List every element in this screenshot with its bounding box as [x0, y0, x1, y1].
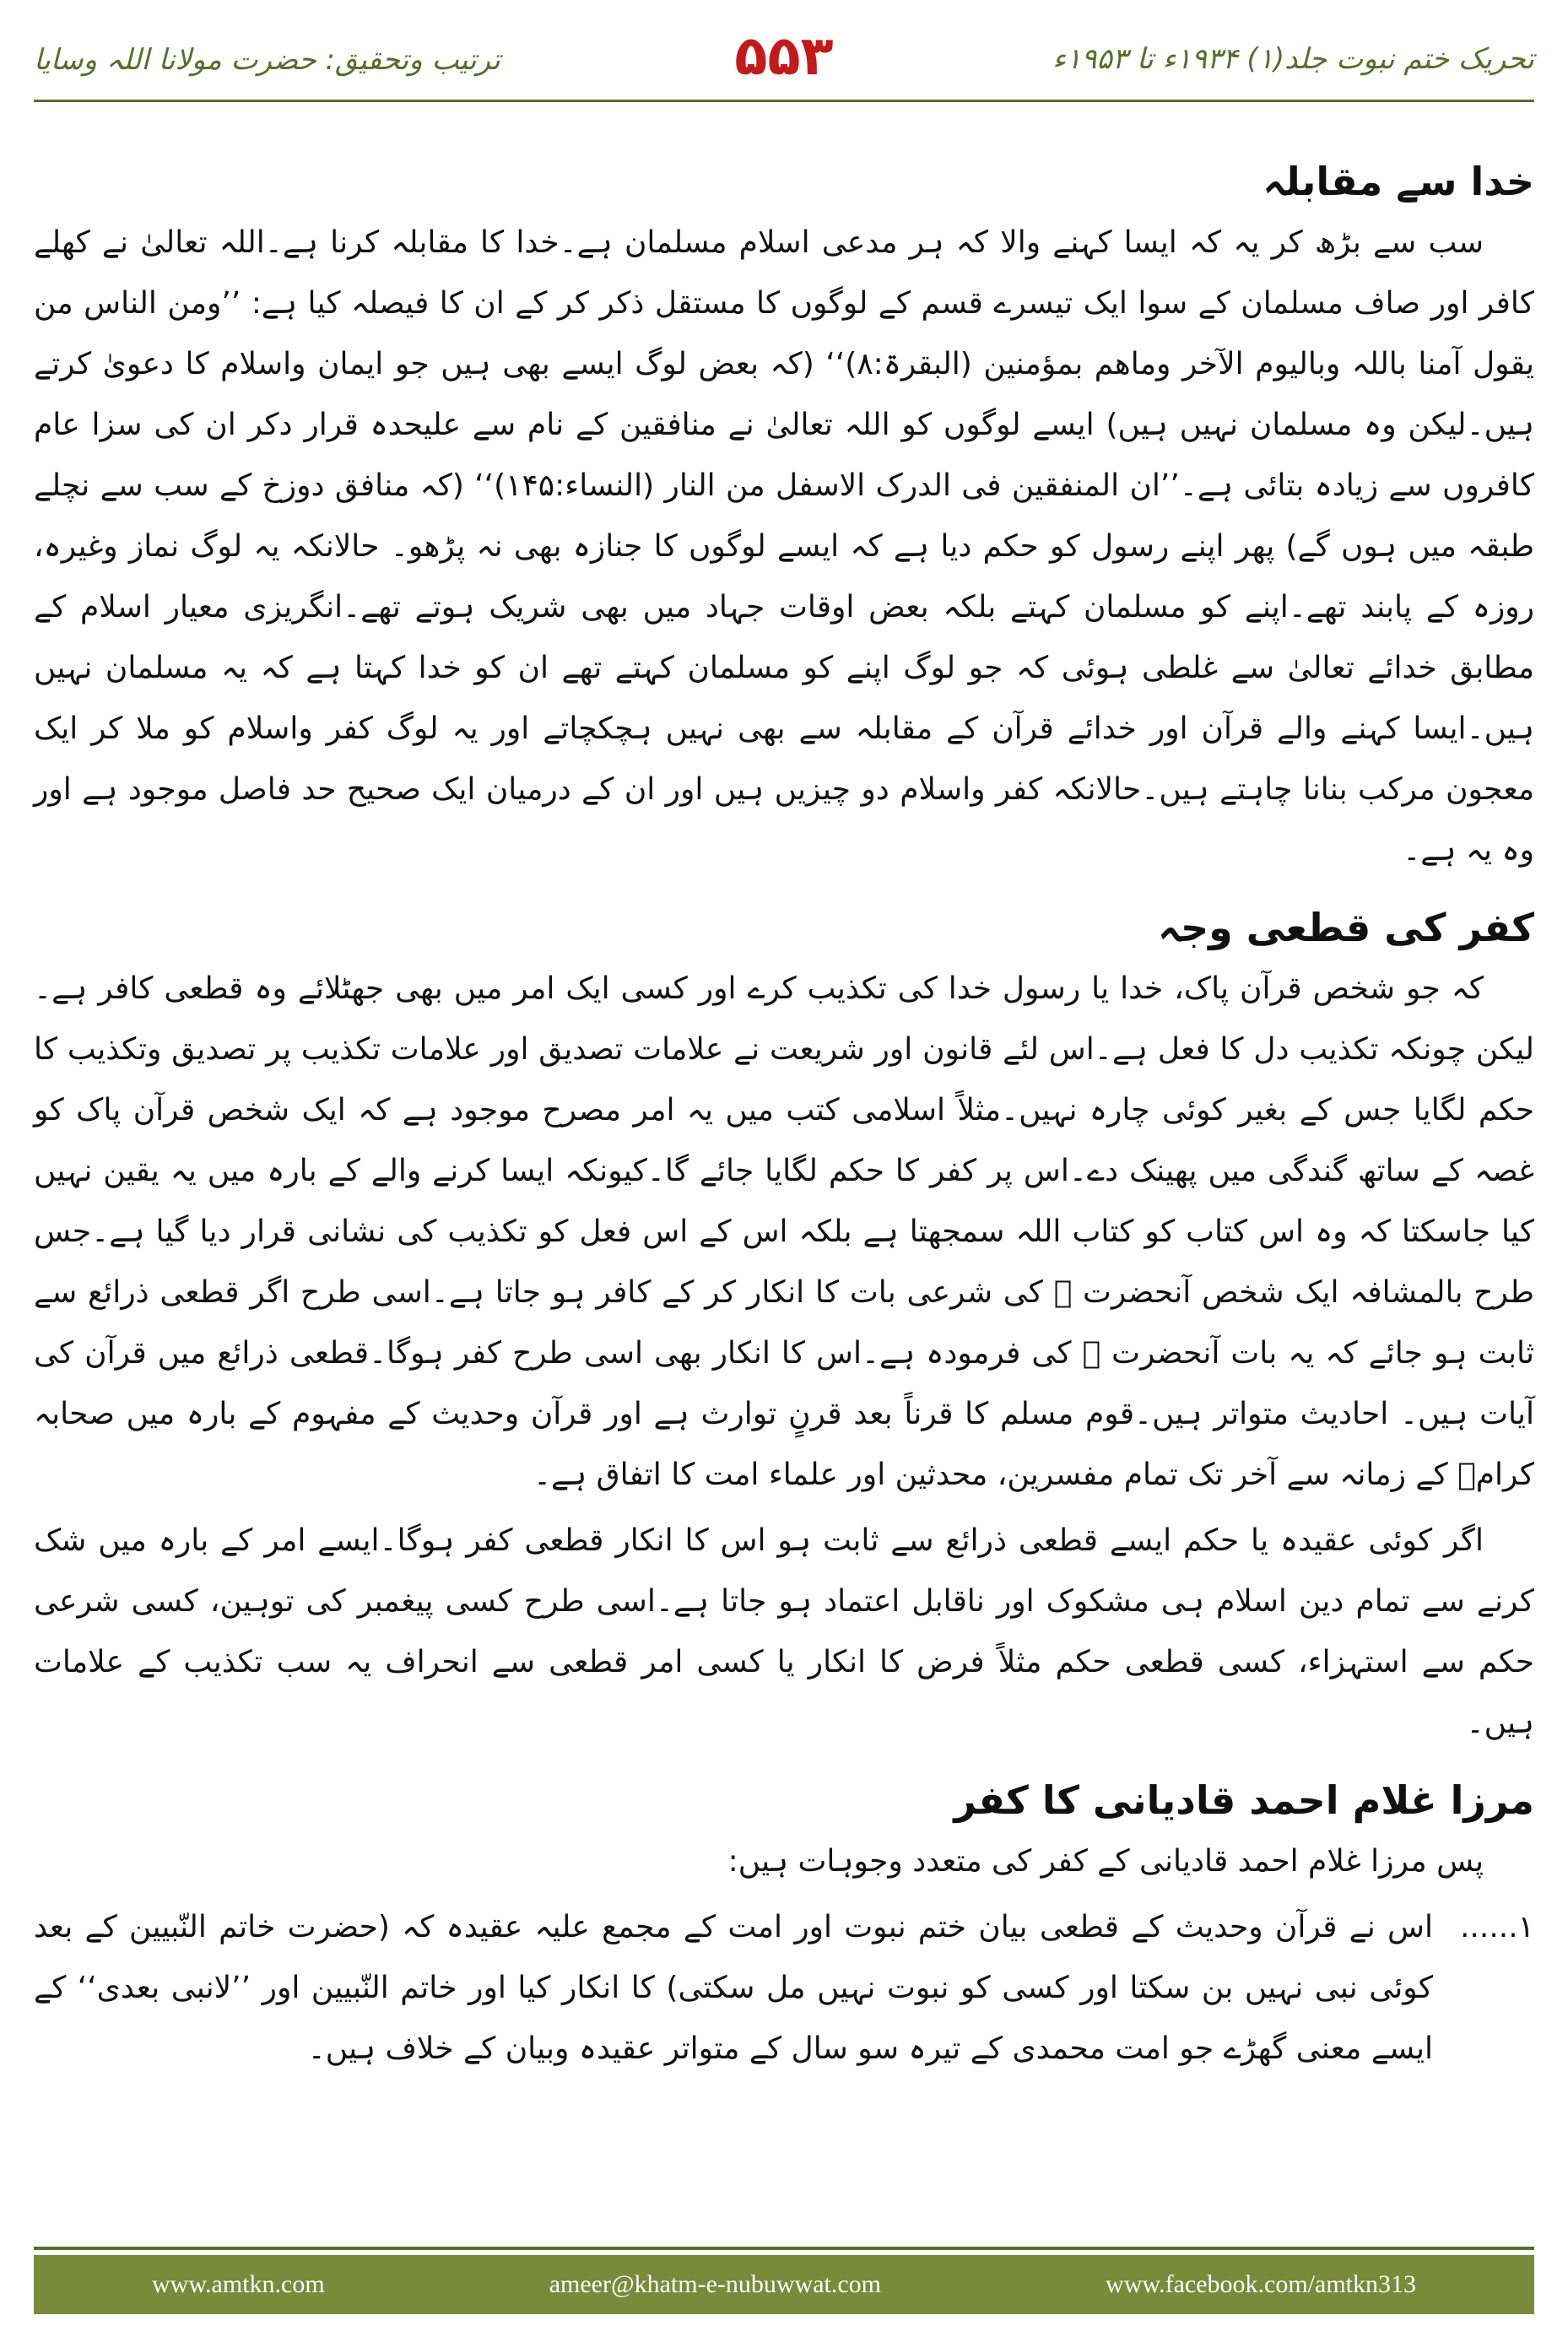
- section-heading: خدا سے مقابلہ: [1263, 159, 1534, 204]
- list-number: ۱......: [1459, 1910, 1534, 1944]
- header-compiler: ترتیب وتحقیق: حضرت مولانا اللہ وسایا: [34, 43, 500, 77]
- paragraph: سب سے بڑھ کر یہ کہ ایسا کہنے والا کہ ہر مدعی اسلام مسلمان ہے۔خدا کا مقابلہ کرنا ہے۔اللہ تعالیٰ نے کھلے کافر اور صاف مسلمان کے سوا ایک تیسرے قسم کے لوگوں کا مستقل ذکر کر کے ان کا فیصلہ کیا ہے: ’’ومن الناس من یقول آمنا باللہ وبالیوم الآخر وماھم بمؤمنین (البقرۃ:۸)‘‘ (کہ بعض لوگ ایسے بھی ہیں جو ایمان واسلام کا دعویٰ کرتے ہیں۔لیکن وہ مسلمان نہیں ہیں) ایسے لوگوں کو اللہ تعالیٰ نے منافقین کے نام سے علیحدہ قرار دکر ان کی سزا عام کافروں سے زیادہ بتائی ہے۔’’ان المنفقین فی الدرک الاسفل من النار (النساء:۱۴۵)‘‘ (کہ منافق دوزخ کے سب سے نچلے طبقہ میں ہوں گے) پھر اپنے رسول کو حکم دیا ہے کہ ایسے لوگوں کا جنازہ بھی نہ پڑھو۔ حالانکہ یہ لوگ نماز وغیرہ، روزہ کے پابند تھے۔اپنے کو مسلمان کہتے بلکہ بعض اوقات جہاد میں بھی شریک ہوتے تھے۔انگریزی معیار اسلام کے مطابق خدائے تعالیٰ سے غلطی ہوئی کہ جو لوگ اپنے کو مسلمان کہتے تھے ان کو خدا کہتا ہے کہ یہ مسلمان نہیں ہیں۔ایسا کہنے والے قرآن اور خدائے قرآن کے مقابلہ سے بھی نہیں ہچکچاتے اور یہ لوگ کفر واسلام کو ملا کر ایک معجون مرکب بنانا چاہتے ہیں۔حالانکہ کفر واسلام دو چیزیں ہیں اور ان کے درمیان ایک صحیح حد فاصل موجود ہے اور وہ یہ ہے۔: [34, 225, 1534, 868]
- page-footer: [34, 2255, 1534, 2314]
- section-heading: مرزا غلام احمد قادیانی کا کفر: [954, 1777, 1534, 1823]
- footer-email-link[interactable]: ameer@khatm-e-nubuwwat.com: [549, 2270, 882, 2298]
- footer-divider: [34, 2247, 1534, 2250]
- list-item: [34, 1897, 1534, 2080]
- page-header: [34, 24, 1534, 102]
- paragraph: اگر کوئی عقیدہ یا حکم ایسے قطعی ذرائع سے ثابت ہو اس کا انکار قطعی کفر ہوگا۔ایسے امر کے بارہ میں شک کرنے سے تمام دین اسلام ہی مشکوک اور ناقابل اعتماد ہو جاتا ہے۔اسی طرح کسی پیغمبر کی توہین، کسی شرعی حکم سے استہزاء، کسی قطعی حکم مثلاً فرض کا انکار یا کسی امر قطعی سے انحراف یہ سب تکذیب کے علامات ہیں۔: [34, 1523, 1534, 1740]
- list-text: اس نے قرآن وحدیث کے قطعی بیان ختم نبوت اور امت کے مجمع علیہ عقیدہ کہ (حضرت خاتم النّبیین کے بعد کوئی نبی نہیں بن سکتا اور کسی کو نبوت نہیں مل سکتی) کا انکار کیا اور خاتم النّبیین اور ’’لانبی بعدی‘‘ کے ایسے معنی گھڑے جو امت محمدی کے تیرہ سو سال کے متواتر عقیدہ وبیان کے خلاف ہیں۔: [34, 1910, 1433, 2066]
- page-number: ۵۵۳: [734, 25, 834, 88]
- footer-website-link[interactable]: www.amtkn.com: [152, 2270, 325, 2298]
- paragraph: پس مرزا غلام احمد قادیانی کے کفر کی متعدد وجوہات ہیں:: [727, 1844, 1484, 1879]
- header-book-title: تحریک ختم نبوت جلد(۱) ۱۹۳۴ء تا ۱۹۵۳ء: [1052, 42, 1534, 76]
- section-heading: کفر کی قطعی وجہ: [1158, 905, 1534, 950]
- footer-facebook-link[interactable]: www.facebook.com/amtkn313: [1106, 2270, 1416, 2298]
- page-body: [34, 135, 1534, 2080]
- paragraph: کہ جو شخص قرآن پاک، خدا یا رسول خدا کی تکذیب کرے اور کسی ایک امر میں بھی جھٹلائے وہ قطعی کافر ہے۔لیکن چونکہ تکذیب دل کا فعل ہے۔اس لئے قانون اور شریعت نے علامات تصدیق اور علامات تکذیب پر تصدیق وتکذیب کا حکم لگایا جس کے بغیر کوئی چارہ نہیں۔مثلاً اسلامی کتب میں یہ امر مصرح موجود ہے کہ ایک شخص قرآن پاک کو غصہ کے ساتھ گندگی میں پھینک دے۔اس پر کفر کا حکم لگایا جائے گا۔کیونکہ ایسا کرنے والے کے بارہ میں یہ یقین نہیں کیا جاسکتا کہ وہ اس کتاب کو کتاب اللہ سمجھتا ہے بلکہ اس کے اس فعل کو تکذیب کی نشانی قرار دیا گیا ہے۔جس طرح بالمشافہ ایک شخص آنحضرت ﷺ کی شرعی بات کا انکار کر کے کافر ہو جاتا ہے۔اسی طرح اگر قطعی ذرائع سے ثابت ہو جائے کہ یہ بات آنحضرت ﷺ کی فرمودہ ہے۔اس کا انکار بھی اسی طرح کفر ہوگا۔قطعی ذرائع میں قرآن کی آیات ہیں۔ احادیث متواتر ہیں۔قوم مسلم کا قرناً بعد قرنٍ توارث ہے اور قرآن وحدیث کے مفہوم کے بارہ میں صحابہ کرامؓ کے زمانہ سے آخر تک تمام مفسرین، محدثین اور علماء امت کا اتفاق ہے۔: [34, 971, 1534, 1492]
